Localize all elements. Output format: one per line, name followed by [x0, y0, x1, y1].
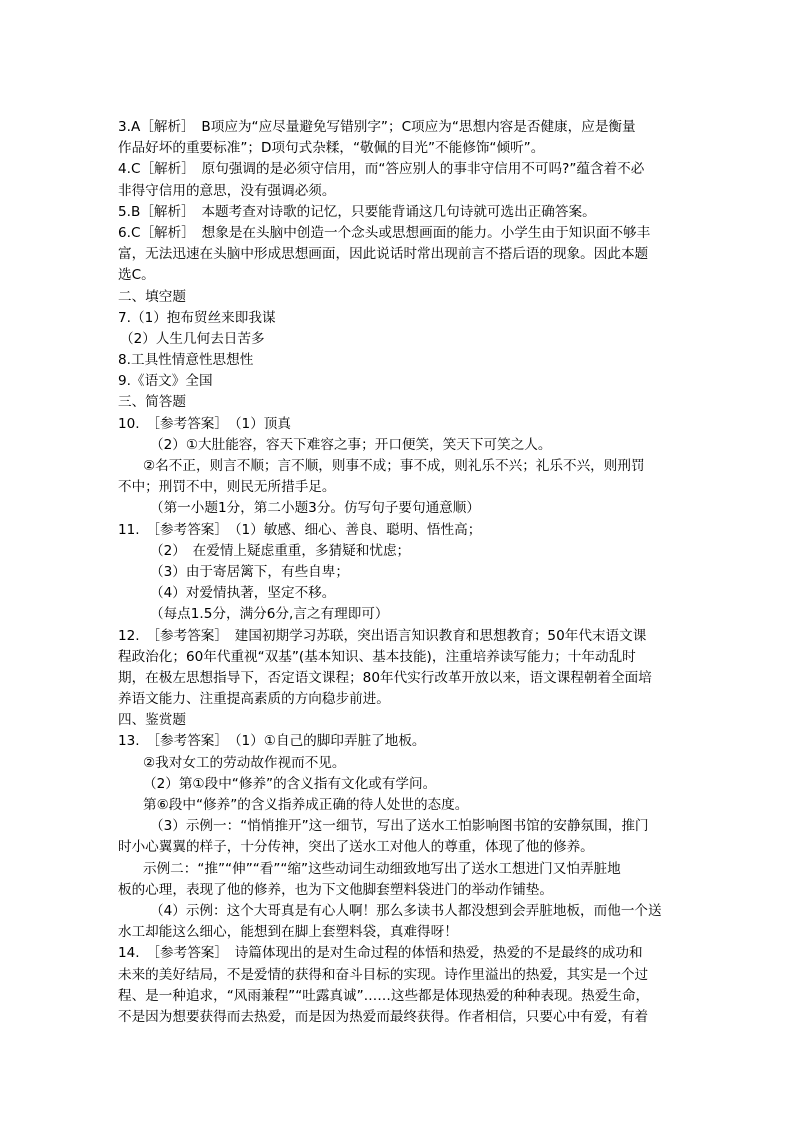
answer-12-line: 12. ［参考答案］ 建国初期学习苏联，突出语言知识教育和思想教育；50年代末语文课: [118, 627, 647, 644]
answer-7-line: 7.（1）抱布贸丝来即我谋: [118, 309, 276, 326]
answer-11-scoring-note: （每点1.5分，满分6分,言之有理即可）: [150, 606, 389, 623]
answer-10-line: （2）①大肚能容，容天下难容之事；开口便笑，笑天下可笑之人。: [150, 436, 552, 453]
answer-13-line: 示例二：“推”“伸”“看”“缩”这些动词生动细致地写出了送水工想进门又怕弄脏地: [143, 860, 621, 877]
answer-5-line: 5.B［解析］ 本题考查对诗歌的记忆，只要能背诵这几句诗就可选出正确答案。: [118, 203, 596, 220]
answer-13-line: 板的心理，表现了他的修养，也为下文他脚套塑料袋进门的举动作铺垫。: [118, 881, 553, 898]
answer-14-line: 未来的美好结局，不是爱情的获得和奋斗目标的实现。诗作里溢出的热爱，其实是一个过: [118, 966, 649, 983]
answer-10-line: 10. ［参考答案］ （1）顶真: [118, 415, 291, 432]
answer-11-line: 11. ［参考答案］ （1）敏感、细心、善良、聪明、悟性高；: [118, 521, 482, 538]
answer-13-line: 13. ［参考答案］ （1）①自己的脚印弄脏了地板。: [118, 733, 426, 750]
section-heading-appreciation: 四、鉴赏题: [118, 712, 186, 729]
answer-10-line: 不中；刑罚不中，则民无所措手足。: [118, 479, 336, 496]
answer-10-scoring-note: （第一小题1分，第二小题3分。仿写句子要句通意顺）: [150, 500, 480, 517]
answer-3-line: 作品好坏的重要标准”；D项句式杂糅，“敬佩的目光”不能修饰“倾听”。: [118, 140, 545, 157]
answer-12-line: 养语文能力、注重提高素质的方向稳步前进。: [118, 691, 390, 708]
answer-13-line: （3）示例一：“悄悄推开”这一细节，写出了送水工怕影响图书馆的安静氛围，推门: [150, 818, 649, 835]
section-heading-fill-in: 二、填空题: [118, 288, 186, 305]
answer-9-line: 9.《语文》全国: [118, 373, 213, 390]
answer-13-line: 第⑥段中“修养”的含义指养成正确的待人处世的态度。: [143, 797, 469, 813]
answer-11-line: （2） 在爱情上疑虑重重，多猜疑和忧虑；: [150, 542, 411, 559]
answer-3-line: 3.A［解析］ B项应为“应尽量避免写错别字”；C项应为“思想内容是否健康，应是衡量: [118, 119, 636, 135]
answer-13-line: 时小心翼翼的样子，十分传神，突出了送水工对他人的尊重，体现了他的修养。: [118, 839, 594, 856]
answer-6-line: 6.C［解析］ 想象是在头脑中创造一个念头或思想画面的能力。小学生由于知识面不够丰: [118, 224, 651, 241]
answer-10-line: ②名不正，则言不顺；言不顺，则事不成；事不成，则礼乐不兴；礼乐不兴，则刑罚: [143, 458, 645, 474]
answer-13-line: 水工却能这么细心，能想到在脚上套塑料袋，真难得呀！: [118, 924, 458, 941]
answer-6-line: 选C。: [118, 267, 155, 284]
answer-12-line: 期，在极左思想指导下，否定语文课程；80年代实行改革开放以来，语文课程朝着全面培: [118, 669, 652, 686]
answer-4-line: 4.C［解析］ 原句强调的是必须守信用，而“答应别人的事非守信用不可吗?”蕴含着不必: [118, 161, 645, 178]
answer-4-line: 非得守信用的意思，没有强调必须。: [118, 182, 336, 199]
answer-14-line: 14. ［参考答案］ 诗篇体现出的是对生命过程的体悟和热爱，热爱的不是最终的成功和: [118, 945, 643, 962]
section-heading-short-answer: 三、简答题: [118, 394, 186, 411]
answer-14-line: 不是因为想要获得而去热爱，而是因为热爱而最终获得。作者相信，只要心中有爱，有着: [118, 1008, 649, 1025]
answer-8-line: 8.工具性情意性思想性: [118, 352, 254, 369]
answer-7-line: （2）人生几何去日苦多: [120, 330, 265, 347]
answer-6-line: 富，无法迅速在头脑中形成思想画面，因此说话时常出现前言不搭后语的现象。因此本题: [118, 246, 649, 263]
answer-11-line: （4）对爱情执著，坚定不移。: [150, 585, 336, 602]
answer-14-line: 程、是一种追求，“风雨兼程”“吐露真诚”……这些都是体现热爱的种种表现。热爱生命，: [118, 987, 650, 1004]
answer-13-line: （2）第①段中“修养”的含义指有文化或有学问。: [143, 775, 437, 792]
answer-13-line: （4）示例：这个大哥真是有心人啊！那么多读书人都没想到会弄脏地板，而他一个送: [150, 902, 662, 919]
answer-13-line: ②我对女工的劳动故作视而不见。: [143, 754, 346, 771]
answer-11-line: （3）由于寄居篱下，有些自卑；: [150, 563, 349, 580]
document-page: [118, 117, 692, 1028]
answer-12-line: 程政治化；60年代重视“双基”(基本知识、基本技能)，注重培养读写能力；十年动乱时: [118, 648, 636, 665]
